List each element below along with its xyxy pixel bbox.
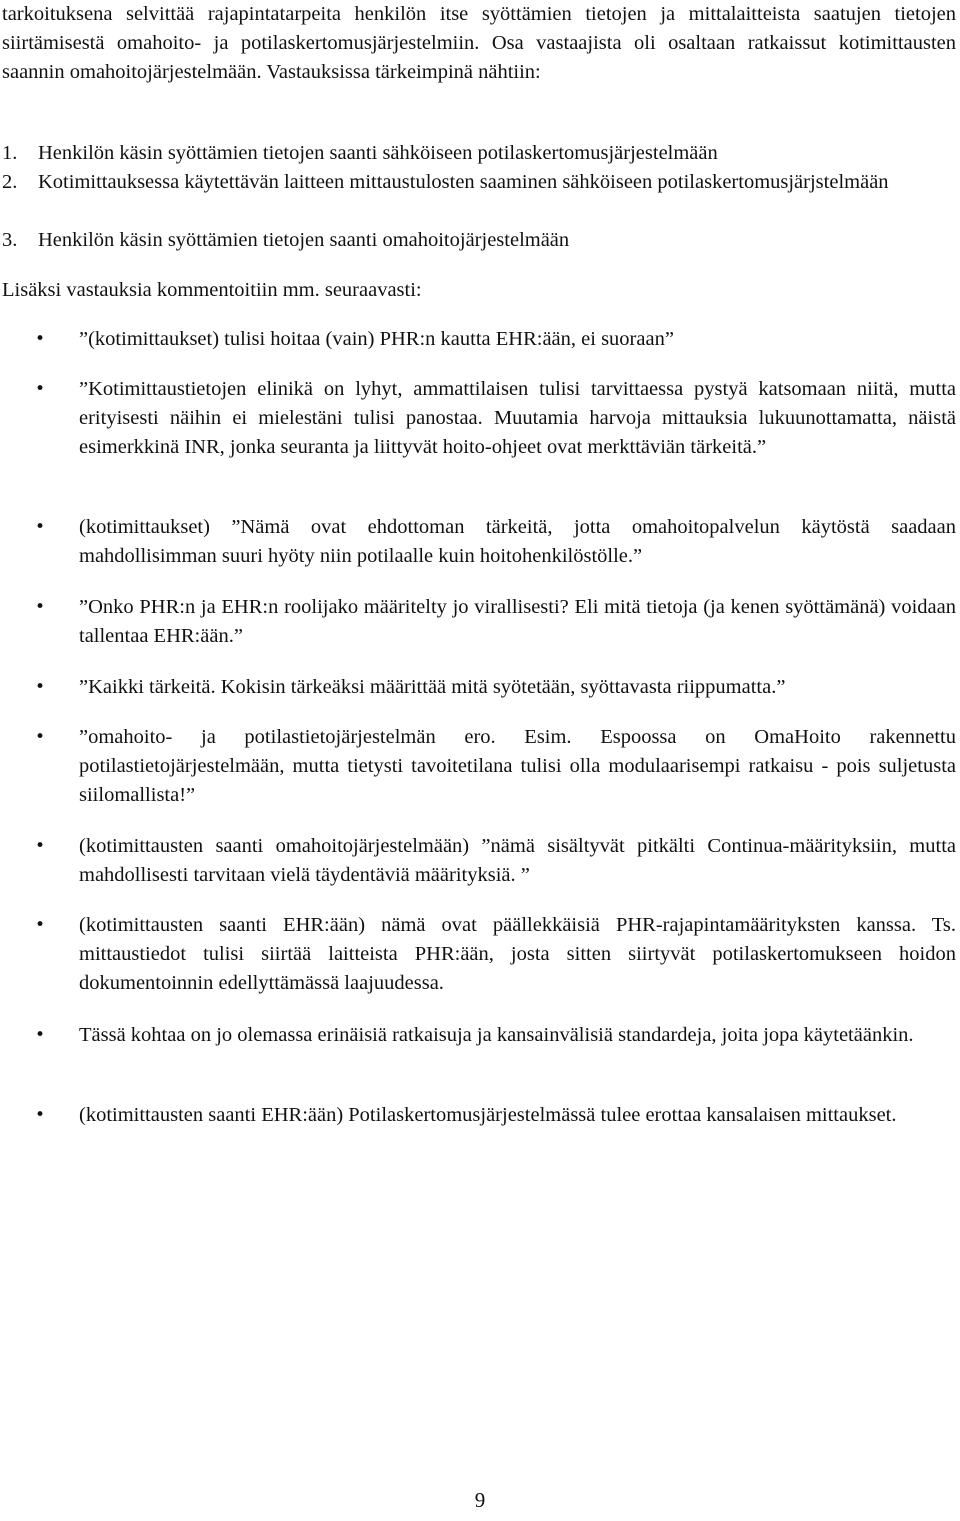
bullet-marker: •	[35, 517, 46, 537]
item-text: Henkilön käsin syöttämien tietojen saanti sähköiseen potilaskertomusjärjestelmään	[38, 142, 718, 164]
comment-bullet	[2, 593, 956, 651]
item-text: Kotimittauksessa käytettävän laitteen mittaustulosten saaminen sähköiseen potilaskertomusjärjstelmään	[38, 171, 889, 193]
comment-bullet	[2, 723, 956, 810]
intro-paragraph: tarkoituksena selvittää rajapintatarpeita henkilön itse syöttämien tietojen ja mittalaitteista saatujen tietojen siirtämisestä omahoito- ja potilaskertomusjärjestelmiin. Osa vastaajista oli osaltaan ratkaissut kotimittausten saannin omahoitojärjestelmään. Vastauksissa tärkeimpinä nähtiin:	[2, 3, 956, 83]
bullet-marker: •	[35, 836, 46, 856]
comment-text: ”Kotimittaustietojen elinikä on lyhyt, ammattilaisen tulisi tarvittaessa pystyä katsomaan niitä, mutta erityisesti näihin ei mielestäni tulisi panostaa. Muutamia harvoja mittauksia lukuunottamatta, näistä esimerkkinä INR, jonka seuranta ja liittyvät hoito-ohjeet ovat merkttäviän tärkeitä.”	[79, 378, 956, 458]
comments-intro: Lisäksi vastauksia kommentoitiin mm. seuraavasti:	[2, 279, 422, 301]
comment-bullet	[2, 1021, 956, 1050]
page-number: 9	[474, 1488, 486, 1512]
comment-text: (kotimittaukset) ”Nämä ovat ehdottoman tärkeitä, jotta omahoitopalvelun käytöstä saadaan mahdollisimman suuri hyöty niin potilaalle kuin hoitohenkilöstölle.”	[79, 516, 956, 567]
numbered-item-2	[2, 168, 956, 197]
bullet-marker: •	[35, 727, 46, 747]
item-number: 2.	[2, 171, 18, 193]
comment-bullet	[2, 832, 956, 890]
numbered-item-3	[2, 226, 956, 255]
comment-bullet	[2, 325, 956, 354]
comment-text: ”Onko PHR:n ja EHR:n roolijako määritelty jo virallisesti? Eli mitä tietoja (ja kenen syöttämänä) voidaan tallentaa EHR:ään.”	[79, 596, 956, 647]
comment-bullet	[2, 1101, 956, 1130]
bullet-marker: •	[35, 915, 46, 935]
bullet-marker: •	[35, 379, 46, 399]
comment-bullet	[2, 911, 956, 998]
comment-text: Tässä kohtaa on jo olemassa erinäisiä ratkaisuja ja kansainvälisiä standardeja, joita jopa käytetäänkin.	[79, 1024, 914, 1046]
bullet-marker: •	[35, 1025, 46, 1045]
comment-text: (kotimittausten saanti omahoitojärjestelmään) ”nämä sisältyvät pitkälti Continua-määrityksiin, mutta mahdollisesti tarvitaan vielä täydentäviä määrityksiä. ”	[79, 835, 956, 886]
comment-text: ”omahoito- ja potilastietojärjestelmän ero. Esim. Espoossa on OmaHoito rakennettu potilastietojärjestelmään, mutta tietysti tavoitetilana tulisi olla modulaarisempi ratkaisu - pois suljetusta siilomallista!”	[79, 726, 956, 806]
comment-text: (kotimittausten saanti EHR:ään) nämä ovat päällekkäisiä PHR-rajapintamäärityksten kanssa. Ts. mittaustiedot tulisi siirtää laitteista PHR:ään, josta sitten siirtyvät potilaskertomukseen hoidon dokumentoinnin edellyttämässä laajuudessa.	[79, 914, 956, 994]
comment-bullet	[2, 513, 956, 571]
comment-bullet	[2, 375, 956, 462]
comment-text: (kotimittausten saanti EHR:ään) Potilaskertomusjärjestelmässä tulee erottaa kansalaisen mittaukset.	[79, 1104, 897, 1126]
bullet-marker: •	[35, 1105, 46, 1125]
item-number: 1.	[2, 142, 18, 164]
bullet-marker: •	[35, 677, 46, 697]
comment-text: ”Kaikki tärkeitä. Kokisin tärkeäksi määrittää mitä syötetään, syöttavasta riippumatta.”	[79, 676, 786, 698]
comment-bullet	[2, 673, 956, 702]
comment-text: ”(kotimittaukset) tulisi hoitaa (vain) PHR:n kautta EHR:ään, ei suoraan”	[79, 328, 674, 350]
numbered-item-1	[2, 139, 956, 168]
item-text: Henkilön käsin syöttämien tietojen saanti omahoitojärjestelmään	[38, 229, 570, 251]
item-number: 3.	[2, 229, 18, 251]
bullet-marker: •	[35, 597, 46, 617]
bullet-marker: •	[35, 329, 46, 349]
